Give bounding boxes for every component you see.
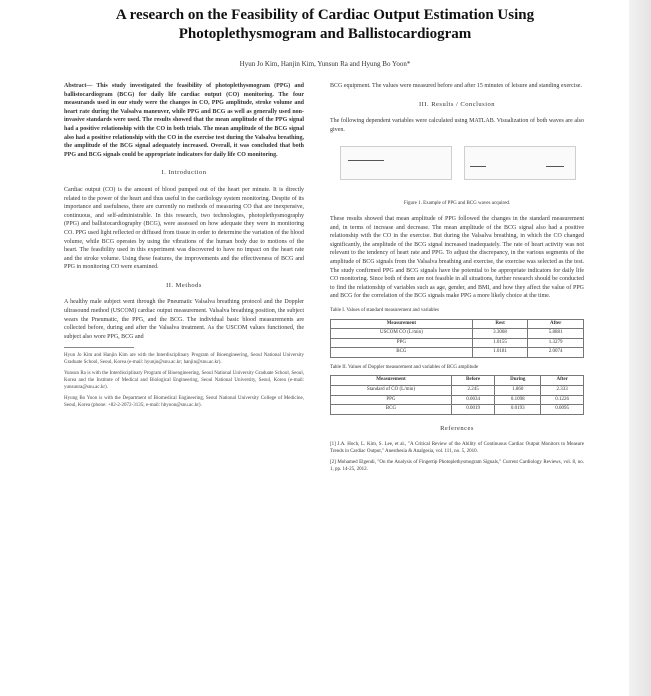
footnote: Hyun Jo Kim and Hanjin Kim are with the Interdisciplinary Program of Bioengineering, Seoul National University Graduate School, Seoul, Korea (e-mail: hyunjo@snu.ac.kr; hanjin@snu.ac.kr). bbox=[64, 353, 304, 366]
ppg-wave-trace bbox=[348, 160, 384, 161]
table-cell: Standard of CO (L/min) bbox=[331, 386, 452, 396]
section-heading-results: III. Results / Conclusion bbox=[418, 100, 496, 108]
table-cell: 2.245 bbox=[451, 386, 494, 396]
table-cell: BCG bbox=[331, 405, 452, 415]
page-edge-shadow bbox=[629, 0, 651, 696]
table-row bbox=[331, 395, 584, 405]
figure-caption: Figure 1. Example of PPG and BCG waves acquired. bbox=[403, 201, 511, 207]
footnote: Hyung Bo Yoon is with the Department of Biomedical Engineering, Seoul National University College of Medicine, Seoul, Korea (phone: +82-2-2072-3135; e-mail: hbyoon@snu.ac.kr). bbox=[64, 396, 304, 409]
table2-header: After bbox=[541, 376, 584, 386]
section-heading-introduction: I. Introduction bbox=[161, 169, 207, 177]
table-1 bbox=[330, 319, 584, 358]
introduction-text: Cardiac output (CO) is the amount of blood pumped out of the heart per minute. It is directly related to the power of the heart and thus useful in the cardiology system monitoring. Despite of its importance and usefulness, there are currently no methods of measuring CO that are inexpensive, continuous, and self-administrable. In this research, two technologies, photoplethysmography (PPG) and ballistocardiography (BCG), were assessed on how adequate they were in monitoring CO. PPG used light reflected or diffused from tissue in order to determine the variation of the blood volume, while BCG operates by using the vibrations of the human body due to motions of the heart. The feasibility used in this experiment was discovered to have no impact on the heart rate and the stroke volume. Using these features, the improvements and the effectiveness of BCG and PPG in monitoring CO were examined. bbox=[64, 186, 304, 271]
table-row bbox=[331, 338, 584, 348]
table-row bbox=[331, 329, 584, 339]
table-cell: USCOM CO (L/min) bbox=[331, 329, 473, 339]
table-cell: 0.1226 bbox=[541, 395, 584, 405]
table-row bbox=[331, 348, 584, 358]
results-intro-text: The following dependent variables were calculated using MATLAB. Visualization of both waves are also given. bbox=[330, 118, 584, 133]
table1-header: After bbox=[528, 319, 584, 329]
table-cell: 0.0034 bbox=[451, 395, 494, 405]
author-list: Hyun Jo Kim, Hanjin Kim, Yunsun Ra and Hyung Bo Yoon* bbox=[239, 60, 411, 68]
bcg-wave-trace bbox=[546, 166, 564, 167]
table2-header: During bbox=[495, 376, 541, 386]
table-cell: 1.860 bbox=[495, 386, 541, 396]
methods-continued-text: BCG equipment. The values were measured before and after 15 minutes of leisure and standing exercise. bbox=[330, 83, 582, 89]
reference-item: [2] Mohamed Elgendi, "On the Analysis of Fingertip Photoplethysmogram Signals," Current Cardiology Reviews, vol. 8, no. 1, pp. 14-25, 2012. bbox=[330, 460, 584, 473]
ppg-wave-panel bbox=[340, 146, 452, 180]
paper-title: A research on the Feasibility of Cardiac Output Estimation Using Photoplethysmogram and Ballistocardiogram bbox=[115, 7, 535, 42]
table-cell: 5.8881 bbox=[528, 329, 584, 339]
table-2 bbox=[330, 375, 584, 414]
table1-header: Measurement bbox=[331, 319, 473, 329]
table-row bbox=[331, 405, 584, 415]
left-column bbox=[64, 82, 304, 413]
abstract: Abstract— This study investigated the feasibility of photoplethysmogram (PPG) and ballistocardiogram (BCG) for daily life cardiac output (CO) monitoring. The four measurands used in our study were the changes in CO, PPG amplitude, stroke volume and heart rate during the Valsalva maneuver, while PPG and BCG as well as generally used non-invasive standards were used. The results showed that the mean amplitude of the PPG signal had a positive relationship with the CO in both trials. The mean amplitude of the BCG signal also had a positive relationship with the CO in the exercise test during the Valsalva breathing, the amplitude of the BCG signal adequately increased. Overall, it was concluded that both PPG and BCG signals could be appropriate indicators for daily life CO monitoring. bbox=[64, 83, 304, 158]
right-column bbox=[330, 82, 584, 477]
bcg-wave-panel bbox=[464, 146, 576, 180]
table2-header: Measurement bbox=[331, 376, 452, 386]
table-row bbox=[331, 386, 584, 396]
table1-caption: Table I. Values of standard measurement and variables bbox=[330, 307, 439, 313]
table-cell: 0.0095 bbox=[541, 405, 584, 415]
methods-text: A healthy male subject went through the Pneumatic Valsalva breathing protocol and the Doppler ultrasound method (USCOM) cardiac output measurement. Valsalva breathing position, the subject wears the Pneumatic, the PPG, and the BCG. The individual basic blood measurements are collected before, during and after the Valsalva treatment. As the USCOM values functioned, the subject also wore PPG, BCG and bbox=[64, 299, 304, 340]
table-cell: PPG bbox=[331, 395, 452, 405]
table-cell: 2.333 bbox=[541, 386, 584, 396]
table-cell: 3.3008 bbox=[472, 329, 528, 339]
table1-header: Rest bbox=[472, 319, 528, 329]
reference-item: [1] J.A. Hoch, L. Kim, S. Lee, et al., "A Critical Review of the Ability of Continuous Cardiac Output Monitors to Measure Trends in Cardiac Output," Anesthesia & Analgesia, vol. 111, no. 5, 2010. bbox=[330, 442, 584, 455]
table2-caption: Table II. Values of Doppler measurement and variables of BCG amplitude bbox=[330, 364, 479, 370]
table-cell: 1.3279 bbox=[528, 338, 584, 348]
table-cell: 1.0155 bbox=[472, 338, 528, 348]
section-heading-references: References bbox=[440, 424, 474, 432]
table-cell: 0.0193 bbox=[495, 405, 541, 415]
table-cell: 2.0074 bbox=[528, 348, 584, 358]
table2-header: Before bbox=[451, 376, 494, 386]
table-cell: BCG bbox=[331, 348, 473, 358]
footnote-rule bbox=[64, 347, 134, 348]
table-cell: 0.0019 bbox=[451, 405, 494, 415]
footnote: Yunsun Ra is with the Interdisciplinary Program of Bioengineering, Seoul National University Graduate School, Seoul, Korea and the Institute of Medical and Biological Engineering, Seoul National University, Seoul, Korea (e-mail: yunsunra@snu.ac.kr). bbox=[64, 371, 304, 391]
section-heading-methods: II. Methods bbox=[166, 281, 202, 289]
table-cell: PPG bbox=[331, 338, 473, 348]
table-cell: 1.0181 bbox=[472, 348, 528, 358]
results-text: These results showed that mean amplitude of PPG followed the changes in the standard measurement and, in terms of increase and decrease. The mean amplitude of the BCG signal also had a positive relationship with the CO in the exercise. But during the Valsalva breathing, in which the CO changed significantly, the amplitude of the BCG signal increased inadequately. The rate of heart activity was not relevant to the tendency of heart rate and PPG. To adjust the discrepancy, in the various segments of the amplitude of BCG signals from the Valsalva breathing and exercise, the exercise was selected as the test. The study confirmed PPG and BCG signals have the potential to be appropriate indicators for daily life CO monitoring. Since both of them are not feasible in all situations, further research should be conducted to find the relationship of variables such as age, gender, and BMI, and how they affect the value of PPG and BCG for the correlation of the BCG signals make PPG a more likely choice at the time. bbox=[330, 215, 584, 300]
bcg-wave-trace bbox=[470, 166, 486, 167]
table-cell: 0.1098 bbox=[495, 395, 541, 405]
figure-ppg-bcg-waves bbox=[330, 140, 584, 198]
